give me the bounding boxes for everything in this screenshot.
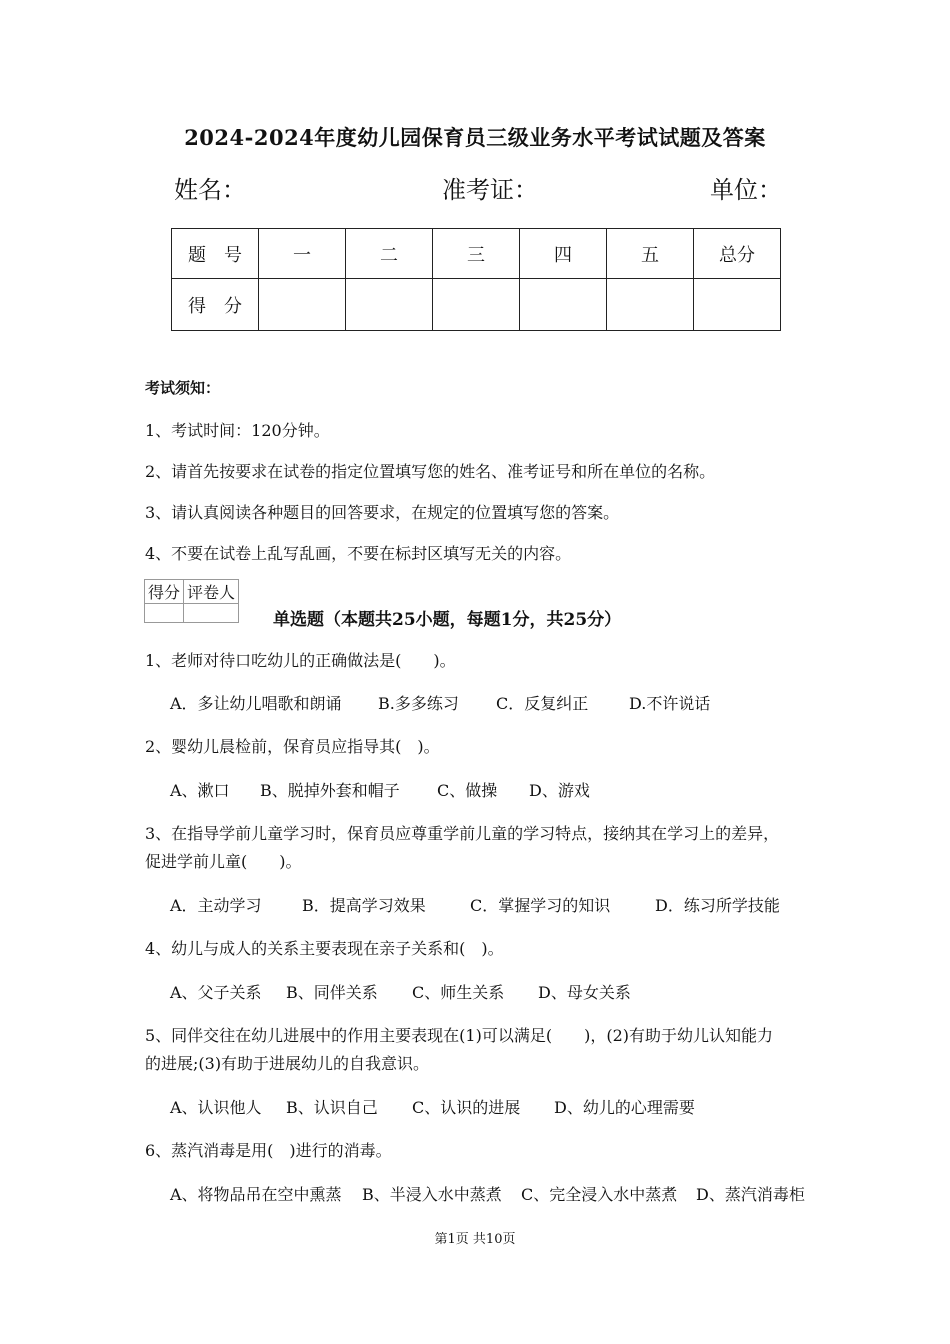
- option-a[interactable]: A、漱口: [170, 781, 230, 800]
- exam-id-label: 准考证：: [442, 176, 538, 204]
- question-stem: 5、同伴交往在幼儿进展中的作用主要表现在(1)可以满足( )，(2)有助于幼儿认知能力: [145, 1026, 773, 1045]
- header-total: 总分: [694, 229, 781, 279]
- option-b[interactable]: B、认识自己: [286, 1098, 378, 1117]
- option-d[interactable]: D、幼儿的心理需要: [554, 1098, 695, 1117]
- option-c[interactable]: C、认识的进展: [412, 1098, 521, 1117]
- question-stem-continued: 的进展;(3)有助于进展幼儿的自我意识。: [145, 1054, 430, 1073]
- grader-name-cell[interactable]: [184, 604, 239, 623]
- grader-score-label: 得分: [145, 580, 184, 604]
- notice-item: 4、不要在试卷上乱写乱画，不要在标封区填写无关的内容。: [145, 544, 572, 563]
- header-section-3: 三: [433, 229, 520, 279]
- question-stem: 4、幼儿与成人的关系主要表现在亲子关系和( )。: [145, 939, 504, 958]
- option-c[interactable]: C．反复纠正: [496, 694, 589, 713]
- option-a[interactable]: A．多让幼儿唱歌和朗诵: [170, 694, 342, 713]
- option-b[interactable]: B.多多练习: [378, 694, 459, 713]
- header-section-5: 五: [607, 229, 694, 279]
- score-cell[interactable]: [259, 279, 346, 331]
- grader-box: [144, 579, 239, 623]
- option-a[interactable]: A．主动学习: [170, 896, 262, 915]
- question-stem-continued: 促进学前儿童( )。: [145, 852, 302, 871]
- grader-score-cell[interactable]: [145, 604, 184, 623]
- option-b[interactable]: B、同伴关系: [286, 983, 378, 1002]
- question-stem: 1、老师对待口吃幼儿的正确做法是( )。: [145, 651, 456, 670]
- question-stem: 6、蒸汽消毒是用( )进行的消毒。: [145, 1141, 392, 1160]
- option-a[interactable]: A、认识他人: [170, 1098, 262, 1117]
- option-c[interactable]: C、做操: [437, 781, 498, 800]
- page-footer: 第1页 共10页: [434, 1232, 516, 1247]
- section-title: 单选题（本题共25小题，每题1分，共25分）: [273, 610, 622, 630]
- score-row-label: 得 分: [172, 279, 259, 331]
- option-b[interactable]: B、脱掉外套和帽子: [260, 781, 400, 800]
- score-table-score-row: [172, 279, 781, 331]
- option-c[interactable]: C、师生关系: [412, 983, 505, 1002]
- notice-item: 2、请首先按要求在试卷的指定位置填写您的姓名、准考证号和所在单位的名称。: [145, 462, 716, 481]
- option-a[interactable]: A、父子关系: [170, 983, 262, 1002]
- score-cell[interactable]: [607, 279, 694, 331]
- score-cell[interactable]: [346, 279, 433, 331]
- notice-item: 3、请认真阅读各种题目的回答要求，在规定的位置填写您的答案。: [145, 503, 620, 522]
- header-question-number: 题 号: [172, 229, 259, 279]
- option-d[interactable]: D、蒸汽消毒柜: [696, 1185, 805, 1204]
- notice-item: 1、考试时间：120分钟。: [145, 421, 330, 440]
- option-d[interactable]: D、游戏: [529, 781, 590, 800]
- notice-heading: 考试须知：: [145, 379, 221, 397]
- question-stem: 3、在指导学前儿童学习时，保育员应尊重学前儿童的学习特点，接纳其在学习上的差异，: [145, 824, 780, 843]
- header-section-2: 二: [346, 229, 433, 279]
- name-label: 姓名：: [174, 176, 246, 204]
- score-table: [171, 228, 781, 331]
- document-title: 2024-2024年度幼儿园保育员三级业务水平考试试题及答案: [184, 125, 766, 150]
- header-section-1: 一: [259, 229, 346, 279]
- option-d[interactable]: D．练习所学技能: [655, 896, 780, 915]
- score-cell[interactable]: [520, 279, 607, 331]
- header-section-4: 四: [520, 229, 607, 279]
- score-cell[interactable]: [433, 279, 520, 331]
- option-c[interactable]: C、完全浸入水中蒸煮: [521, 1185, 678, 1204]
- unit-label: 单位：: [710, 176, 782, 204]
- option-c[interactable]: C．掌握学习的知识: [470, 896, 611, 915]
- option-b[interactable]: B、半浸入水中蒸煮: [362, 1185, 502, 1204]
- option-a[interactable]: A、将物品吊在空中熏蒸: [170, 1185, 342, 1204]
- question-stem: 2、婴幼儿晨检前，保育员应指导其( )。: [145, 737, 440, 756]
- grader-name-label: 评卷人: [184, 580, 239, 604]
- candidate-info-row: [174, 170, 782, 204]
- score-cell-total[interactable]: [694, 279, 781, 331]
- option-d[interactable]: D.不许说话: [629, 694, 711, 713]
- option-d[interactable]: D、母女关系: [538, 983, 631, 1002]
- score-table-header-row: [172, 229, 781, 279]
- option-b[interactable]: B．提高学习效果: [302, 896, 426, 915]
